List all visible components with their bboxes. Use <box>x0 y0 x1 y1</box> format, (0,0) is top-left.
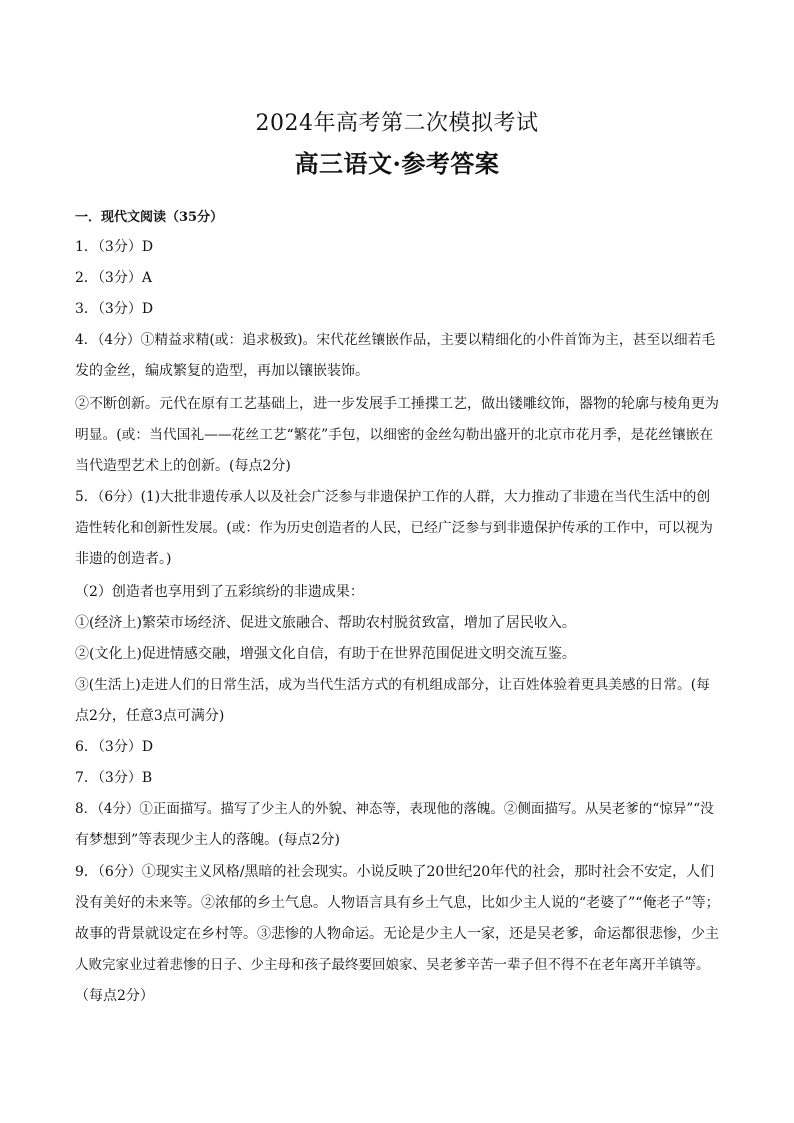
answer-q3: 3．（3分）D <box>75 301 154 317</box>
answer-q9-line: 故事的背景就设定在乡村等。③悲惨的人物命运。无论是少主人一家，还是吴老爹，命运都很悲惨，少主 <box>75 926 719 942</box>
answer-q5-line: ③(生活上)走进人们的日常生活，成为当代生活方式的有机组成部分，让百姓体验着更具美感的日常。(每 <box>75 677 710 693</box>
answer-q5-line: ①(经济上)繁荣市场经济、促进文旅融合、帮助农村脱贫致富，增加了居民收入。 <box>75 615 576 631</box>
answer-q5-line: 点2分，任意3点可满分) <box>75 708 225 724</box>
answer-q8-line: 8．（4分）①正面描写。描写了少主人的外貌、神态等，表现他的落魄。②侧面描写。从吴老爹的“惊异”“没 <box>75 801 714 817</box>
answer-q5-line: 非遗的创造者。) <box>75 551 172 567</box>
answer-q8-line: 有梦想到”等表现少主人的落魄。(每点2分) <box>75 832 340 848</box>
answer-q7: 7．（3分）B <box>75 770 153 786</box>
document-title: 2024年高考第二次模拟考试 <box>255 111 539 136</box>
answer-q4-line: 4．（4分）①精益求精(或：追求极致)。宋代花丝镶嵌作品，主要以精细化的小件首饰为主，甚至以细若毛 <box>75 332 716 348</box>
document-subtitle: 高三语文·参考答案 <box>294 149 500 178</box>
answer-q1: 1．（3分）D <box>75 239 154 255</box>
answer-q5-line: 造性转化和创新性发展。(或：作为历史创造者的人民，已经广泛参与到非遗保护传承的工作中，可以视为 <box>75 520 713 536</box>
section-heading: 一．现代文阅读（35分） <box>75 210 224 225</box>
answer-q2: 2．（3分）A <box>75 270 152 286</box>
answer-q4-line: 发的金丝，编成繁复的造型，再加以镶嵌装饰。 <box>75 363 369 379</box>
answer-q9-line: 没有美好的未来等。②浓郁的乡土气息。人物语言具有乡土气息，比如少主人说的“老婆了”“俺老子”等； <box>75 895 720 911</box>
answer-q5-line: （2）创造者也享用到了五彩缤纷的非遗成果： <box>75 584 364 600</box>
answer-q9-line: （每点2分） <box>75 988 154 1004</box>
answer-q4-line: 明显。(或：当代国礼——花丝工艺“繁花”手包，以细密的金丝勾勒出盛开的北京市花月季，是花丝镶嵌在 <box>75 427 714 443</box>
answer-q9-line: 人败完家业过着悲惨的日子、少主母和孩子最终要回娘家、吴老爹辛苦一辈子但不得不在老年离开羊镇等。 <box>75 957 710 973</box>
answer-q9-line: 9．（6分）①现实主义风格/黑暗的社会现实。小说反映了20世纪20年代的社会，那时社会不安定，人们 <box>75 864 715 880</box>
answer-q6: 6．（3分）D <box>75 739 154 755</box>
answer-q4-line: ②不断创新。元代在原有工艺基础上，进一步发展手工捶揲工艺，做出镂雕纹饰，器物的轮廓与棱角更为 <box>75 396 719 412</box>
answer-q5-line: 5．（6分）(1)大批非遗传承人以及社会广泛参与非遗保护工作的人群，大力推动了非遗在当代生活中的创 <box>75 489 711 505</box>
answer-q4-line: 当代造型艺术上的创新。(每点2分) <box>75 458 291 474</box>
answer-q5-line: ②(文化上)促进情感交融，增强文化自信，有助于在世界范围促进文明交流互鉴。 <box>75 646 576 662</box>
